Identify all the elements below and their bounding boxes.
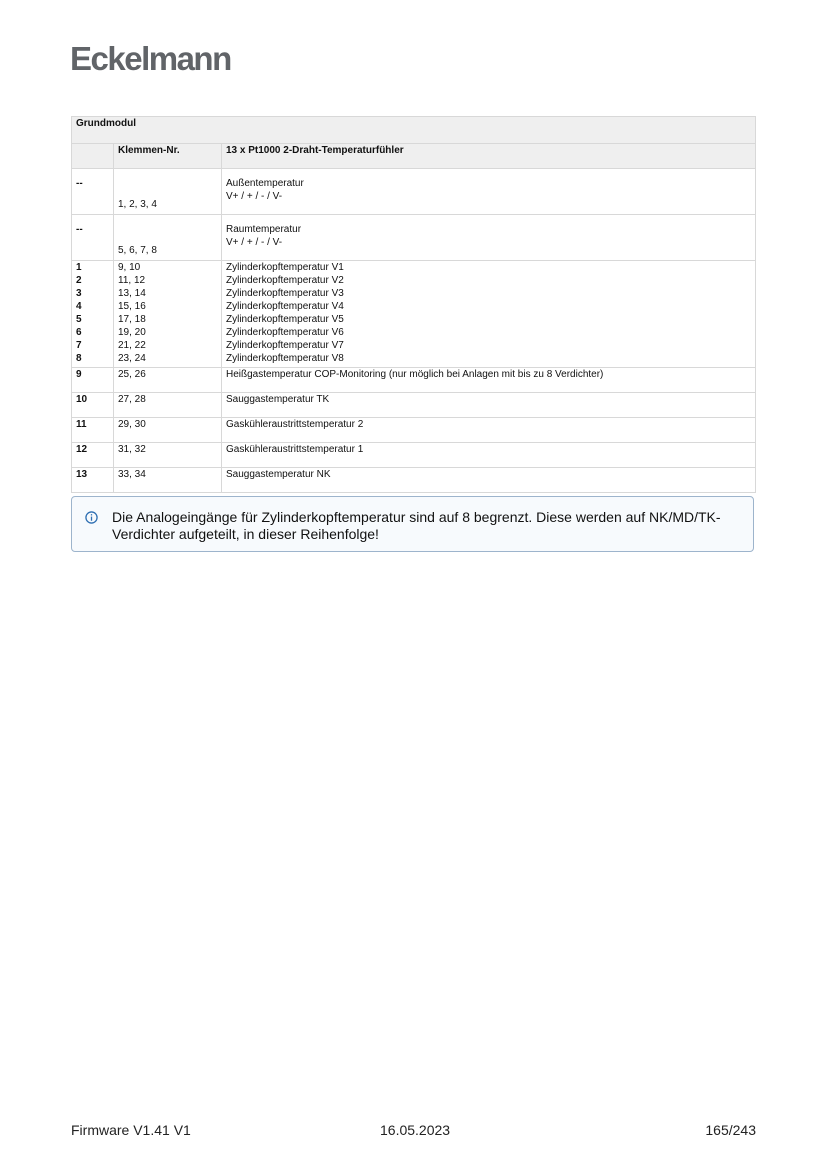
table-row	[72, 443, 756, 468]
row-description: Zylinderkopftemperatur V8	[226, 353, 344, 364]
row-terminals: 17, 18	[118, 314, 146, 325]
row-description: Zylinderkopftemperatur V2	[226, 275, 344, 286]
table-row-cylinder-group	[72, 261, 756, 368]
row-terminals-list	[114, 261, 222, 368]
row-terminals: 31, 32	[114, 443, 222, 468]
description-line: V+ / + / - / V-	[226, 191, 283, 202]
row-description: Zylinderkopftemperatur V7	[226, 340, 344, 351]
table-row	[72, 418, 756, 443]
table-row	[72, 169, 756, 215]
row-description	[222, 169, 756, 215]
row-terminals: 27, 28	[114, 393, 222, 418]
table-row	[72, 468, 756, 493]
description-line: Außentemperatur	[226, 178, 304, 189]
row-terminals: 19, 20	[118, 327, 146, 338]
row-description: Sauggastemperatur TK	[222, 393, 756, 418]
row-terminals: 1, 2, 3, 4	[114, 169, 222, 215]
row-terminals: 11, 12	[118, 275, 146, 286]
row-terminals: 13, 14	[118, 288, 146, 299]
table-title: Grundmodul	[72, 117, 756, 144]
row-terminals: 23, 24	[118, 353, 146, 364]
row-index: 2	[76, 275, 82, 286]
row-description-list	[222, 261, 756, 368]
row-terminals: 21, 22	[118, 340, 146, 351]
row-index: 6	[76, 327, 82, 338]
company-logo: Eckelmann	[70, 40, 231, 77]
row-terminals: 25, 26	[114, 368, 222, 393]
row-description: Gaskühleraustrittstemperatur 2	[222, 418, 756, 443]
row-index: 1	[76, 262, 82, 273]
footer-firmware: Firmware V1.41 V1	[71, 1122, 191, 1138]
table-row	[72, 368, 756, 393]
row-index: --	[72, 215, 114, 261]
row-terminals: 9, 10	[118, 262, 141, 273]
header-description: 13 x Pt1000 2-Draht-Temperaturfühler	[222, 144, 756, 169]
description-line: Raumtemperatur	[226, 224, 302, 235]
row-index: 3	[76, 288, 82, 299]
row-description: Zylinderkopftemperatur V6	[226, 327, 344, 338]
description-line: V+ / + / - / V-	[226, 237, 283, 248]
row-terminals: 5, 6, 7, 8	[114, 215, 222, 261]
row-description: Zylinderkopftemperatur V4	[226, 301, 344, 312]
table-title-row	[72, 117, 756, 144]
header-terminals: Klemmen-Nr.	[114, 144, 222, 169]
row-description: Sauggastemperatur NK	[222, 468, 756, 493]
row-terminals: 15, 16	[118, 301, 146, 312]
table-row	[72, 393, 756, 418]
info-callout	[71, 496, 754, 552]
info-icon	[85, 511, 98, 524]
row-terminals: 33, 34	[114, 468, 222, 493]
row-description: Gaskühleraustrittstemperatur 1	[222, 443, 756, 468]
row-index: 13	[72, 468, 114, 493]
table-header-row	[72, 144, 756, 169]
footer-date: 16.05.2023	[380, 1122, 451, 1138]
row-index: 11	[72, 418, 114, 443]
row-index: 12	[72, 443, 114, 468]
row-index: 4	[76, 301, 82, 312]
row-description	[222, 215, 756, 261]
row-description: Heißgastemperatur COP-Monitoring (nur möglich bei Anlagen mit bis zu 8 Verdichter)	[222, 368, 756, 393]
row-terminals: 29, 30	[114, 418, 222, 443]
terminal-table	[71, 116, 756, 493]
row-index: 9	[72, 368, 114, 393]
row-index: --	[72, 169, 114, 215]
row-index: 8	[76, 353, 82, 364]
row-index: 5	[76, 314, 82, 325]
row-index: 10	[72, 393, 114, 418]
info-text: Die Analogeingänge für Zylinderkopftemperatur sind auf 8 begrenzt. Diese werden auf NK/MD/TK-Verdichter aufgeteilt, in dieser Reihenfolge!	[112, 509, 721, 542]
footer-page-number: 165/243	[705, 1122, 756, 1138]
row-description: Zylinderkopftemperatur V3	[226, 288, 344, 299]
table-row	[72, 215, 756, 261]
row-description: Zylinderkopftemperatur V5	[226, 314, 344, 325]
header-index	[72, 144, 114, 169]
row-description: Zylinderkopftemperatur V1	[226, 262, 344, 273]
row-index: 7	[76, 340, 82, 351]
row-index-list	[72, 261, 114, 368]
